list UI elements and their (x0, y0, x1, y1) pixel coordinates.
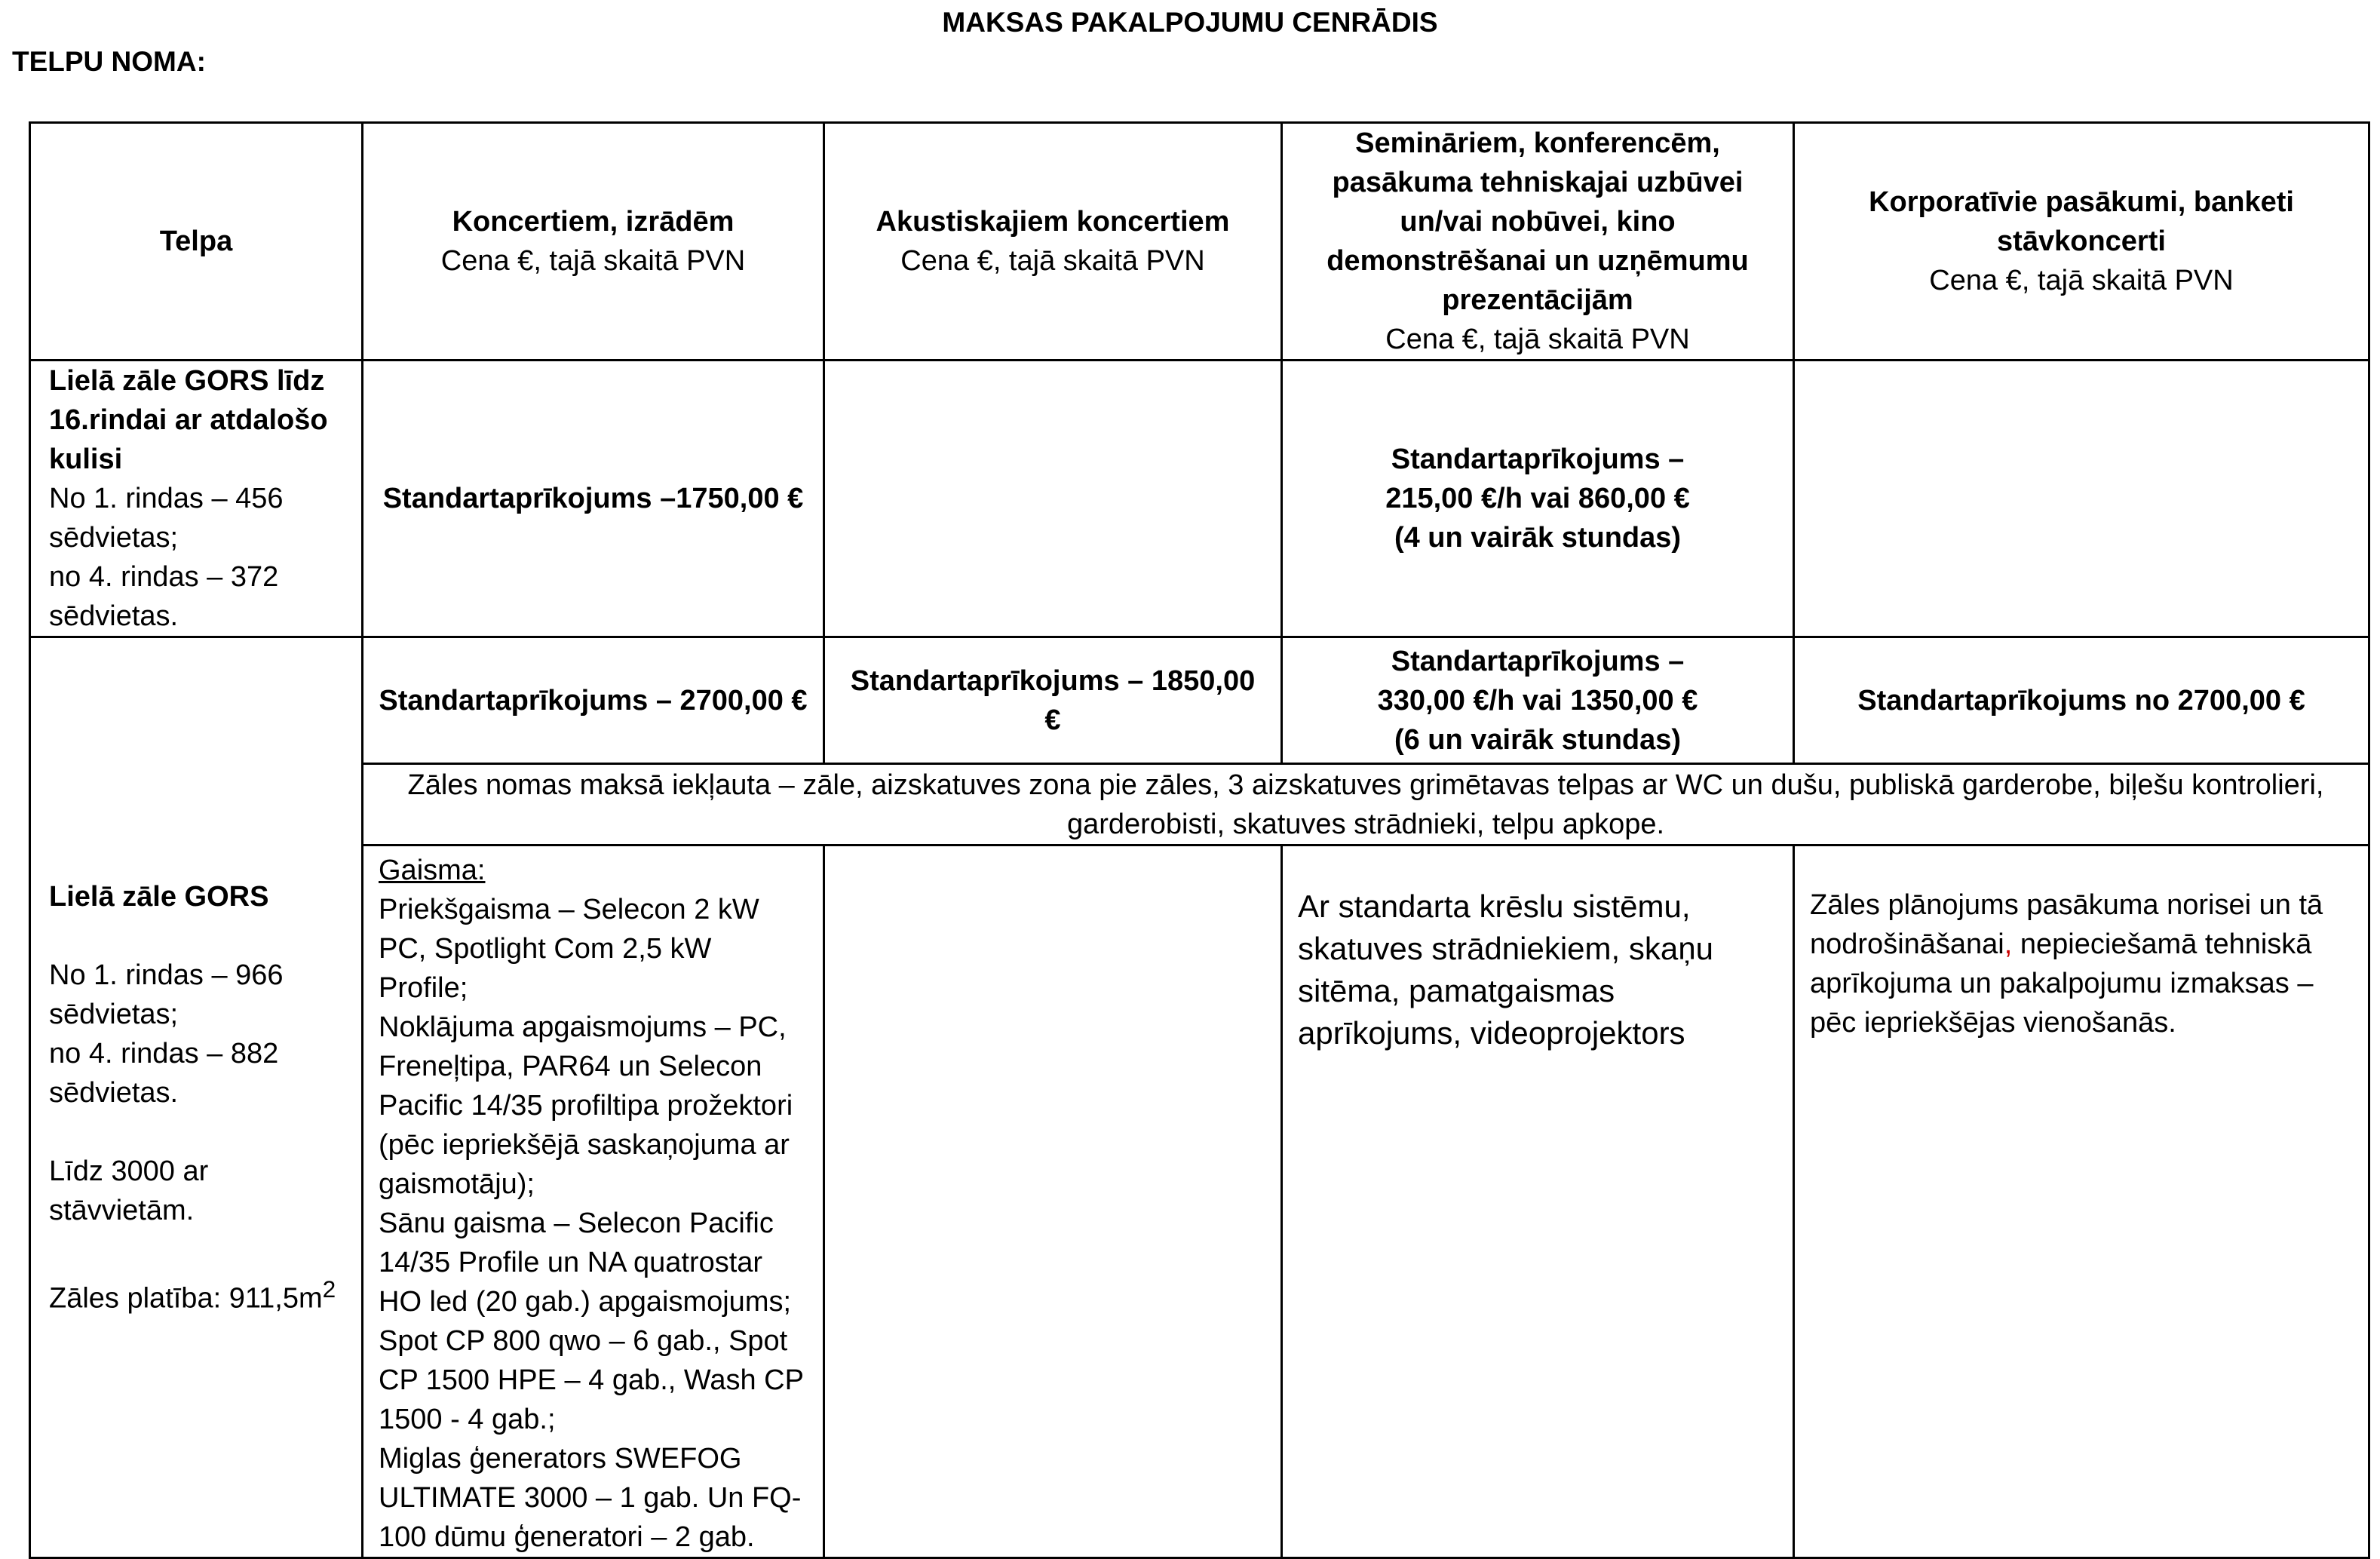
header-corporate-title: Korporatīvie pasākumi, banketi stāvkoncerti (1869, 186, 2294, 257)
section-title: TELPU NOMA: (12, 46, 206, 77)
header-acoustic-note: Cena €, tajā skaitā PVN (900, 245, 1205, 277)
row-small-hall (30, 361, 2369, 637)
room-large-hall-detail3: Līdz 3000 ar stāvvietām. (49, 1155, 209, 1226)
price-large-seminars-line1: Standartaprīkojums – (1391, 645, 1685, 677)
price-small-seminars-line3: (4 un vairāk stundas) (1394, 522, 1682, 554)
room-small-hall-name: Lielā zāle GORS līdz 16.rindai ar atdalošo kulisi (49, 365, 328, 475)
price-large-seminars-line2: 330,00 €/h vai 1350,00 € (1377, 684, 1698, 717)
header-acoustic-title: Akustiskajiem koncertiem (876, 206, 1230, 238)
lighting-item: Miglas ģenerators SWEFOG ULTIMATE 3000 – 1 gab. Un FQ-100 dūmu ģeneratori – 2 gab. (379, 1443, 802, 1553)
row-large-hall-details (30, 845, 2369, 1558)
header-seminars (1282, 123, 1794, 361)
room-small-hall-detail2: no 4. rindas – 372 sēdvietas. (49, 561, 279, 632)
price-small-acoustic (824, 361, 1282, 637)
acoustic-details-empty (824, 845, 1282, 1558)
lighting-item: Noklājuma apgaismojums – PC, Freneļtipa, PAR64 un Selecon Pacific 14/35 profiltipa prožektori (pēc iepriekšējā saskaņojuma ar gaismotāju); (379, 1011, 793, 1200)
included-services: Zāles nomas maksā iekļauta – zāle, aizskatuves zona pie zāles, 3 aizskatuves grimētavas telpas ar WC un dušu, publiskā garderobe, biļešu kontrolieri, garderobisti, skatuves strādnieki, telpu apkope. (363, 764, 2369, 845)
header-concerts-title: Koncertiem, izrādēm (452, 206, 735, 238)
room-large-hall (30, 637, 363, 1558)
price-small-seminars (1282, 361, 1794, 637)
row-large-hall-prices (30, 637, 2369, 764)
header-seminars-note: Cena €, tajā skaitā PVN (1385, 324, 1690, 355)
room-large-hall-name: Lielā zāle GORS (49, 880, 269, 913)
price-large-seminars (1282, 637, 1794, 764)
price-small-concerts: Standartaprīkojums –1750,00 € (363, 361, 824, 637)
row-large-hall-included (30, 764, 2369, 845)
room-small-hall-detail1: No 1. rindas – 456 sēdvietas; (49, 483, 284, 554)
page-title: MAKSAS PAKALPOJUMU CENRĀDIS (942, 7, 1438, 38)
seminar-equipment: Ar standarta krēslu sistēmu, skatuves strādniekiem, skaņu sitēma, pamatgaismas aprīkojums, videoprojektors (1282, 845, 1794, 1558)
room-large-hall-detail1: No 1. rindas – 966 sēdvietas; (49, 959, 284, 1030)
price-large-corporate: Standartaprīkojums no 2700,00 € (1794, 637, 2369, 764)
header-concerts (363, 123, 824, 361)
lighting-item: Spot CP 800 qwo – 6 gab., Spot CP 1500 HPE – 4 gab., Wash CP 1500 - 4 gab.; (379, 1325, 804, 1435)
price-large-acoustic: Standartaprīkojums – 1850,00 € (824, 637, 1282, 764)
header-corporate (1794, 123, 2369, 361)
header-concerts-note: Cena €, tajā skaitā PVN (440, 245, 746, 277)
price-large-seminars-line3: (6 un vairāk stundas) (1394, 723, 1682, 756)
header-corporate-note: Cena €, tajā skaitā PVN (1929, 265, 2234, 296)
price-large-concerts: Standartaprīkojums – 2700,00 € (363, 637, 824, 764)
room-small-hall (30, 361, 363, 637)
header-row (30, 123, 2369, 361)
corporate-note: Zāles plānojums pasākuma norisei un tā nodrošināšanai, nepieciešamā tehniskā aprīkojuma un pakalpojumu izmaksas – pēc iepriekšējas vienošanās. (1794, 845, 2369, 1558)
header-acoustic (824, 123, 1282, 361)
lighting-item: Sānu gaisma – Selecon Pacific 14/35 Profile un NA quatrostar HO led (20 gab.) apgaismojums; (379, 1208, 792, 1318)
room-large-hall-detail2: no 4. rindas – 882 sēdvietas. (49, 1037, 279, 1109)
price-small-seminars-line1: Standartaprīkojums – (1391, 443, 1685, 475)
lighting-item: Priekšgaisma – Selecon 2 kW PC, Spotlight Com 2,5 kW Profile; (379, 894, 759, 1004)
lighting-details (363, 845, 824, 1558)
header-telpa: Telpa (30, 123, 363, 361)
room-large-hall-area: Zāles platība: $911,5m^2$ (49, 1275, 336, 1315)
price-table (29, 121, 2370, 1559)
price-small-corporate (1794, 361, 2369, 637)
lighting-title: Gaisma: (379, 855, 486, 886)
header-seminars-title: Semināriem, konferencēm, pasākuma tehniskajai uzbūvei un/vai nobūvei, kino demonstrēšanai un uzņēmumu prezentācijām (1326, 127, 1749, 316)
price-small-seminars-line2: 215,00 €/h vai 860,00 € (1385, 483, 1690, 514)
